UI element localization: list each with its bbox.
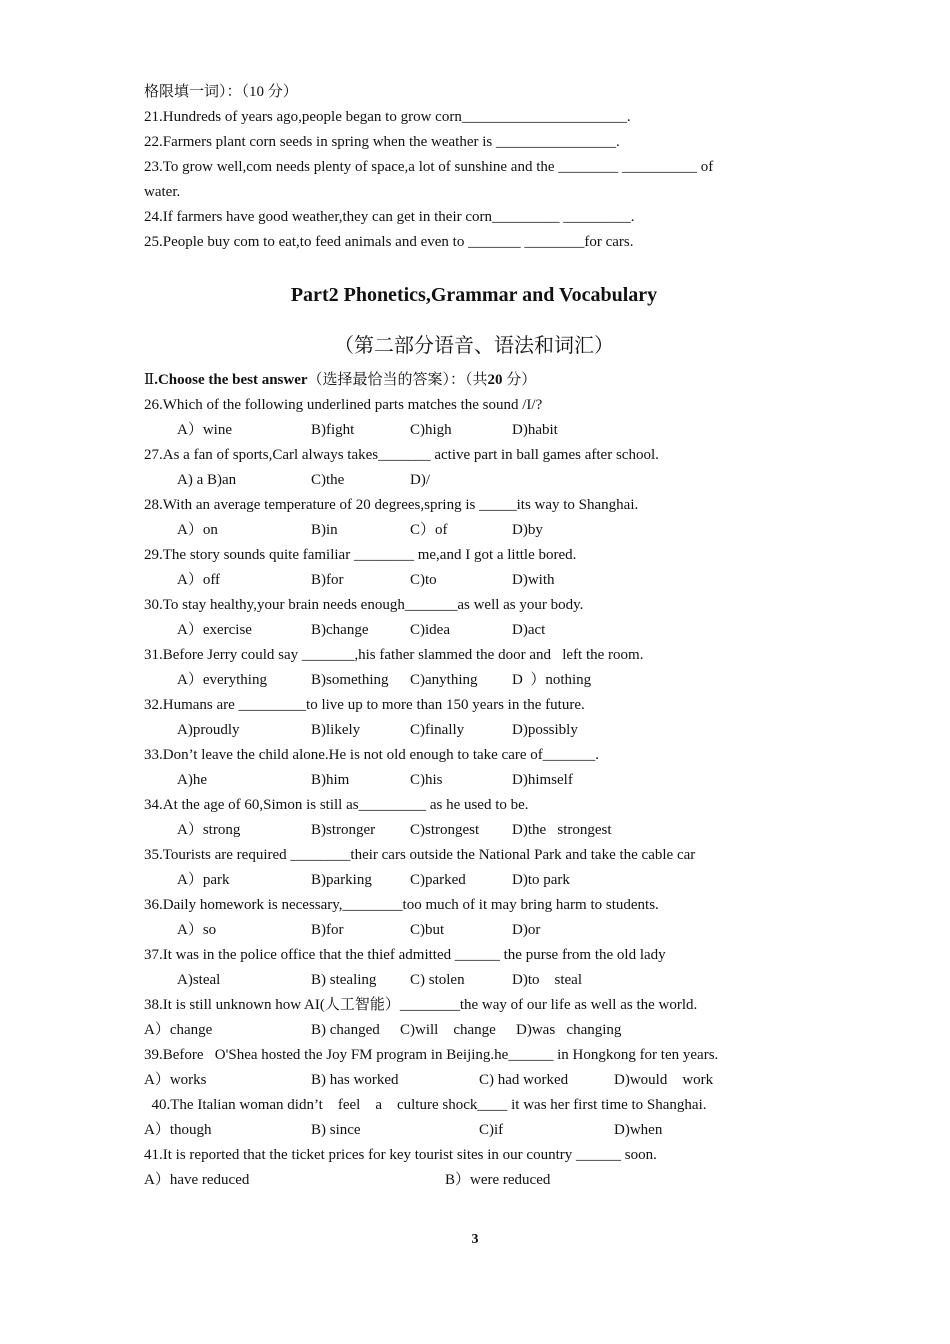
answer-option[interactable]: B) changed — [311, 1022, 380, 1038]
question-stem: 28.With an average temperature of 20 degrees,spring is _____its way to Shanghai. — [144, 497, 639, 513]
answer-option[interactable]: A）everything — [177, 672, 267, 688]
answer-option[interactable]: C) had worked — [479, 1072, 569, 1088]
question-23: 23.To grow well,com needs plenty of space,a lot of sunshine and the ________ __________ of — [144, 159, 714, 175]
question-stem: 40.The Italian woman didn’t feel a culture shock____ it was her first time to Shanghai. — [144, 1097, 707, 1113]
part2-subtitle: （第二部分语音、语法和词汇） — [334, 333, 614, 357]
question-22: 22.Farmers plant corn seeds in spring when the weather is ________________. — [144, 134, 620, 150]
answer-option[interactable]: A) a B)an — [177, 472, 237, 488]
answer-option[interactable]: A）works — [144, 1072, 207, 1088]
answer-option[interactable]: C)his — [410, 772, 443, 788]
options-row — [144, 668, 804, 693]
answer-option[interactable]: C)finally — [410, 722, 465, 738]
answer-option[interactable]: D ）nothing — [512, 672, 592, 688]
answer-option[interactable]: D)with — [512, 572, 555, 588]
answer-option[interactable]: B)change — [311, 622, 369, 638]
options-row — [144, 1118, 804, 1143]
question-stem: 30.To stay healthy,your brain needs enough_______as well as your body. — [144, 597, 584, 613]
answer-option[interactable]: B）were reduced — [445, 1172, 551, 1188]
answer-option[interactable]: C)to — [410, 572, 437, 588]
answer-option[interactable]: D)act — [512, 622, 546, 638]
options-row — [144, 518, 804, 543]
section-note-end: 分） — [502, 372, 537, 388]
options-row — [144, 618, 804, 643]
answer-option[interactable]: D)to steal — [512, 972, 582, 988]
answer-option[interactable]: A）change — [144, 1022, 213, 1038]
answer-option[interactable]: D)would work — [614, 1072, 714, 1088]
answer-option[interactable]: D)possibly — [512, 722, 578, 738]
answer-option[interactable]: B)stronger — [311, 822, 376, 838]
answer-option[interactable]: D)/ — [410, 472, 430, 488]
answer-option[interactable]: C)the — [311, 472, 345, 488]
question-stem: 31.Before Jerry could say _______,his father slammed the door and left the room. — [144, 647, 644, 663]
answer-option[interactable]: B)for — [311, 572, 344, 588]
answer-option[interactable]: B)parking — [311, 872, 372, 888]
answer-option[interactable]: A）strong — [177, 822, 241, 838]
question-stem: 35.Tourists are required ________their cars outside the National Park and take the cable car — [144, 847, 696, 863]
answer-option[interactable]: D)himself — [512, 772, 573, 788]
options-row — [144, 1068, 804, 1093]
question-23-continued: water. — [144, 184, 181, 200]
answer-option[interactable]: D)was changing — [516, 1022, 622, 1038]
multiple-choice-list — [144, 393, 804, 1193]
answer-option[interactable]: A）park — [177, 872, 230, 888]
fill-instruction-tail: 格限填一词）：（10 分） — [144, 84, 298, 100]
answer-option[interactable]: C)anything — [410, 672, 478, 688]
answer-option[interactable]: B)in — [311, 522, 338, 538]
page-number: 3 — [471, 1232, 479, 1247]
options-row — [144, 718, 804, 743]
answer-option[interactable]: D)by — [512, 522, 543, 538]
options-row — [144, 918, 804, 943]
question-stem: 29.The story sounds quite familiar ________ me,and I got a little bored. — [144, 547, 577, 563]
answer-option[interactable]: C)high — [410, 422, 452, 438]
question-24: 24.If farmers have good weather,they can get in their corn_________ _________. — [144, 209, 635, 225]
section-points: 20 — [487, 372, 503, 388]
answer-option[interactable]: C）of — [410, 522, 448, 538]
options-row — [144, 968, 804, 993]
answer-option[interactable]: B) stealing — [311, 972, 377, 988]
answer-option[interactable]: A）though — [144, 1122, 212, 1138]
section2-heading — [144, 368, 804, 393]
options-row — [144, 868, 804, 893]
answer-option[interactable]: D)the strongest — [512, 822, 612, 838]
exam-page — [144, 80, 804, 1193]
answer-option[interactable]: C)parked — [410, 872, 466, 888]
answer-option[interactable]: B)something — [311, 672, 389, 688]
answer-option[interactable]: A）wine — [177, 422, 232, 438]
answer-option[interactable]: D)when — [614, 1122, 663, 1138]
answer-option[interactable]: B)for — [311, 922, 344, 938]
part2-title: Part2 Phonetics,Grammar and Vocabulary — [290, 284, 658, 306]
question-stem: 34.At the age of 60,Simon is still as_________ as he used to be. — [144, 797, 529, 813]
answer-option[interactable]: B) has worked — [311, 1072, 399, 1088]
options-row — [144, 568, 804, 593]
question-stem: 37.It was in the police office that the thief admitted ______ the purse from the old lady — [144, 947, 666, 963]
question-25: 25.People buy com to eat,to feed animals and even to _______ ________for cars. — [144, 234, 634, 250]
options-row — [144, 1018, 804, 1043]
options-row — [144, 1168, 804, 1193]
answer-option[interactable]: A）off — [177, 572, 221, 588]
answer-option[interactable]: B) since — [311, 1122, 361, 1138]
answer-option[interactable]: C)will change — [400, 1022, 496, 1038]
options-row — [144, 468, 804, 493]
answer-option[interactable]: A)proudly — [177, 722, 240, 738]
answer-option[interactable]: C)but — [410, 922, 445, 938]
options-row — [144, 818, 804, 843]
answer-option[interactable]: C)if — [479, 1122, 504, 1138]
question-stem: 26.Which of the following underlined parts matches the sound /I/? — [144, 397, 543, 413]
question-stem: 33.Don’t leave the child alone.He is not old enough to take care of_______. — [144, 747, 600, 763]
options-row — [144, 768, 804, 793]
answer-option[interactable]: D)to park — [512, 872, 570, 888]
section-title: .Choose the best answer — [154, 372, 308, 388]
answer-option[interactable]: B)likely — [311, 722, 361, 738]
answer-option[interactable]: A)he — [177, 772, 207, 788]
options-row — [144, 418, 804, 443]
answer-option[interactable]: D)or — [512, 922, 541, 938]
question-stem: 36.Daily homework is necessary,________too much of it may bring harm to students. — [144, 897, 659, 913]
question-stem: 39.Before O'Shea hosted the Joy FM program in Beijing.he______ in Hongkong for ten years. — [144, 1047, 719, 1063]
answer-option[interactable]: C)strongest — [410, 822, 480, 838]
answer-option[interactable]: A）have reduced — [144, 1172, 250, 1188]
answer-option[interactable]: C)idea — [410, 622, 450, 638]
answer-option[interactable]: A）on — [177, 522, 218, 538]
section-numeral: Ⅱ — [144, 372, 155, 388]
question-stem: 38.It is still unknown how AI(人工智能）________the way of our life as well as the world. — [144, 997, 698, 1013]
question-21: 21.Hundreds of years ago,people began to grow corn______________________. — [144, 109, 631, 125]
question-stem: 32.Humans are _________to live up to more than 150 years in the future. — [144, 697, 585, 713]
answer-option[interactable]: A）exercise — [177, 622, 252, 638]
answer-option[interactable]: C) stolen — [410, 972, 465, 988]
question-stem: 27.As a fan of sports,Carl always takes_______ active part in ball games after school. — [144, 447, 659, 463]
answer-option[interactable]: B)fight — [311, 422, 355, 438]
answer-option[interactable]: D)habit — [512, 422, 558, 438]
answer-option[interactable]: A)steal — [177, 972, 221, 988]
section-note: （选择最恰当的答案）：（共 — [307, 372, 488, 388]
answer-option[interactable]: A）so — [177, 922, 217, 938]
question-stem: 41.It is reported that the ticket prices for key tourist sites in our country ______ soon. — [144, 1147, 657, 1163]
answer-option[interactable]: B)him — [311, 772, 350, 788]
